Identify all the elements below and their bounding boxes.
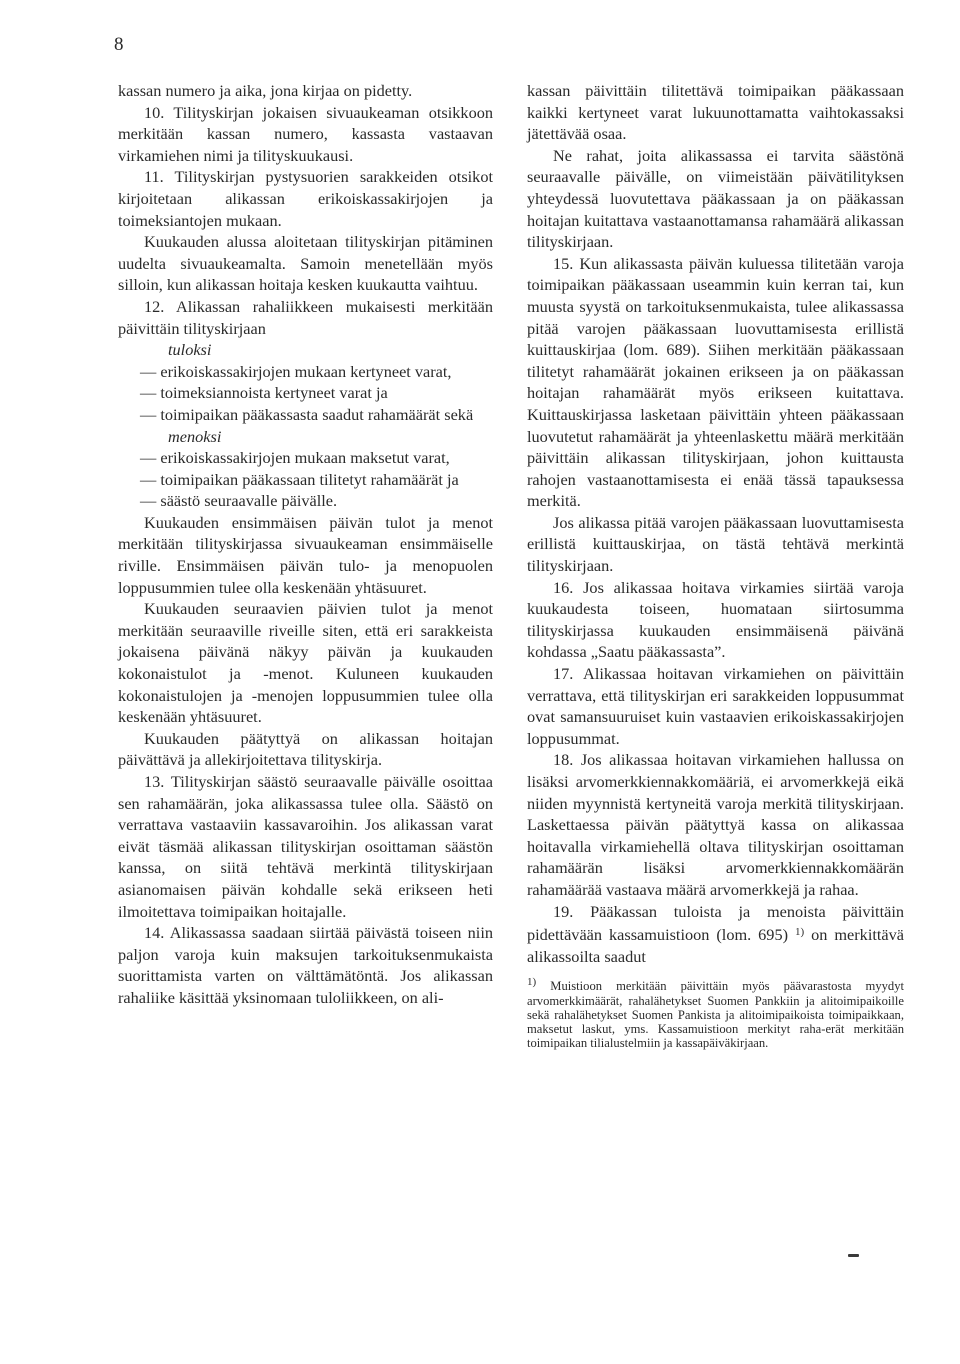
list-item [118, 469, 493, 491]
paragraph [527, 512, 904, 577]
paragraph [118, 771, 493, 922]
section-subheading [118, 426, 493, 448]
footnote-text: Muistioon merkitään päivittäin myös päävarastosta myydyt arvomerkkimäärät, rahalähetykset Suomen Pankkiin ja alitoimipaikoille sekä rahalähetykset Suomen Pankista ja alitoimipaikoista toimipaikkaan, maksetut laskut, yms. Kassamuistioon merkityt raha-erät merkitään toimipaikan tilialustelmiin ja kassapäiväkirjaan. [527, 979, 904, 1051]
paragraph-text: — toimipaikan pääkassasta saadut rahamäärät sekä [140, 404, 474, 424]
paragraph-text: 17. Alikassaa hoitavan virkamiehen on päivittäin verrattava, että tilityskirjan eri sarakkeiden loppusummat ovat samansuuruiset kuin vastaavien erikoiskassakirjojen loppusummat. [527, 664, 904, 748]
footnote-reference: 1) [794, 926, 805, 939]
paragraph [118, 102, 493, 167]
paragraph [527, 145, 904, 253]
paragraph [118, 231, 493, 296]
paragraph [118, 728, 493, 771]
paragraph-text: Kuukauden päätyttyä on alikassan hoitajan päivättävä ja allekirjoitettava tilityskirja. [118, 728, 493, 770]
footnote [527, 975, 904, 1050]
list-item [118, 447, 493, 469]
paragraph-text: Ne rahat, joita alikassassa ei tarvita säästönä seuraavalle päivälle, on viimeistään päivätilityksen yhteydessä luovutettava pääkassaan ja on pääkassan hoitajan kuitattava vastaanottamansa rahamäärä alikassan tilityskirjaan. [527, 145, 904, 252]
paragraph-text: — säästö seuraavalle päivälle. [140, 491, 338, 511]
paragraph-text: 13. Tilityskirjan säästö seuraavalle päivälle osoittaa sen rahamäärän, joka alikassassa tulee olla. Säästö on verrattava vastaaviin kassavaroihin. Jos alikassan varat eivät täsmää alikassan tilityskirjan osoittaman säästön kanssa, on siitä tehtävä merkintä tilityskirjaan asianomaisen päivän kohdalle sekä erikseen heti ilmoitettava toimipaikan hoitajalle. [118, 772, 493, 921]
paragraph [527, 577, 904, 663]
footnote-marker: 1) [527, 976, 537, 989]
paragraph [527, 253, 904, 512]
section-subheading [118, 339, 493, 361]
paragraph [118, 512, 493, 598]
paragraph [118, 922, 493, 1008]
paragraph-text: — toimeksiannoista kertyneet varat ja [140, 383, 388, 403]
paragraph-text: 14. Alikassassa saadaan siirtää päivästä toiseen niin paljon varoja kuin maksujen tarkoituksenmukaista suorittamista varten on välttämätöntä. Jos alikassan rahaliike käsittää yksinomaan tuloliikkeen, on ali- [118, 923, 493, 1007]
paragraph [527, 901, 904, 968]
paragraph-text-continued: on merkittävä alikassoilta saadut [527, 925, 904, 966]
page-number: 8 [114, 34, 124, 55]
right-column [527, 80, 904, 1050]
paragraph-text: 15. Kun alikassasta päivän kuluessa tilitetään varoja toimipaikan pääkassaan useammin kuin kerran tai, kun muusta syystä on tarkoituksenmukaista, tulee alikassassa pitää varojen pääkassaan luovuttamisesta erillistä kuittauskirjaa (lom. 689). Siihen merkitään pääkassaan tilitetyt rahamäärät jokainen erikseen ja on pääkassan hoitajan rahamäärät myös erikseen kuitattava. Kuittauskirjassa lasketaan päivittäin yhteen pääkassaan luovutetut rahamäärät ja yhteenlaskettu määrä merkitään päivittäin alikassan tilityskirjaan, johon kuittausta rahojen vastaanottamisesta ei enää tässä tapauksessa merkitä. [527, 253, 904, 511]
paragraph [118, 296, 493, 339]
paragraph-text: 19. Pääkassan tuloista ja menoista päivittäin pidettävään kassamuistioon (lom. 695) [527, 901, 904, 945]
paragraph [118, 598, 493, 728]
paragraph-text: — erikoiskassakirjojen mukaan maksetut varat, [140, 448, 450, 468]
list-item [118, 404, 493, 426]
paragraph-text: Jos alikassa pitää varojen pääkassaan luovuttamisesta erillistä kuittauskirjaa, on tästä tehtävä merkintä tilityskirjaan. [527, 512, 904, 576]
list-item [118, 361, 493, 383]
paragraph-text: — erikoiskassakirjojen mukaan kertyneet varat, [140, 361, 452, 381]
paragraph-text: 12. Alikassan rahaliikkeen mukaisesti merkitään päivittäin tilityskirjaan [118, 296, 493, 338]
left-column [118, 80, 493, 1009]
paragraph-text: tuloksi [168, 340, 212, 360]
paragraph-text: kassan numero ja aika, jona kirjaa on pidetty. [118, 81, 413, 100]
paragraph-text: 16. Jos alikassaa hoitava virkamies siirtää varoja kuukaudesta toiseen, huomataan siirtosumma tilityskirjassa kuukauden ensimmäisenä päivänä kohdassa „Saatu pääkassasta”. [527, 577, 904, 662]
paragraph-text: kassan päivittäin tilitettävä toimipaikan pääkassaan kaikki kertyneet varat lukuunottamatta vaihtokassaksi jätettävää osaa. [527, 81, 904, 144]
printer-dash-mark [848, 1254, 859, 1257]
list-item [118, 490, 493, 512]
paragraph-text: 10. Tilityskirjan jokaisen sivuaukeaman otsikkoon merkitään kassan numero, kassasta vastaavan virkamiehen nimi ja tilityskuukausi. [118, 102, 493, 165]
paragraph-continuation [118, 80, 493, 102]
list-item [118, 382, 493, 404]
paragraph-text: menoksi [168, 426, 222, 446]
paragraph-continuation [527, 80, 904, 145]
paragraph-text: Kuukauden seuraavien päivien tulot ja menot merkitään seuraaville riveille siten, että eri sarakkeista jokaisena päivänä näkyy päivän ja kuukauden kokonaistulot ja -menot. Kuluneen kuukauden kokonaistulojen ja -menojen loppusummien tulee olla keskenään yhtäsuuret. [118, 599, 493, 727]
paragraph [118, 166, 493, 231]
paragraph [527, 749, 904, 900]
paragraph-text: Kuukauden alussa aloitetaan tilityskirjan pitäminen uudelta sivuaukeamalta. Samoin menetellään myös silloin, kun alikassan hoitaja kesken kuukautta vaihtuu. [118, 232, 493, 295]
paragraph-text: 11. Tilityskirjan pystysuorien sarakkeiden otsikot kirjoitetaan alikassan erikoiskassakirjojen ja toimeksiantojen mukaan. [118, 167, 493, 230]
paragraph-text: 18. Jos alikassaa hoitavan virkamiehen hallussa on lisäksi arvomerkkiennakkomääriä, ei arvomerkkejä eikä niiden myynnistä kertyneitä varoja merkitä tilityskirjaan. Laskettaessa päivän päätyttyä kassa on alikassaa hoitavalla virkamiehellä oltava tilityskirjan osoittaman rahamäärän lisäksi arvomerkkiennakkomäärän rahamäärää vastaava määrä arvomerkkejä ja rahaa. [527, 750, 904, 899]
paragraph-text: — toimipaikan pääkassaan tilitetyt rahamäärät ja [140, 469, 459, 489]
paragraph [527, 663, 904, 749]
paragraph-text: Kuukauden ensimmäisen päivän tulot ja menot merkitään tilityskirjassa sivuaukeaman ensimmäiselle riville. Ensimmäisen päivän tulo- ja menopuolen loppusummien tulee olla keskenään yhtäsuuret. [118, 512, 493, 597]
